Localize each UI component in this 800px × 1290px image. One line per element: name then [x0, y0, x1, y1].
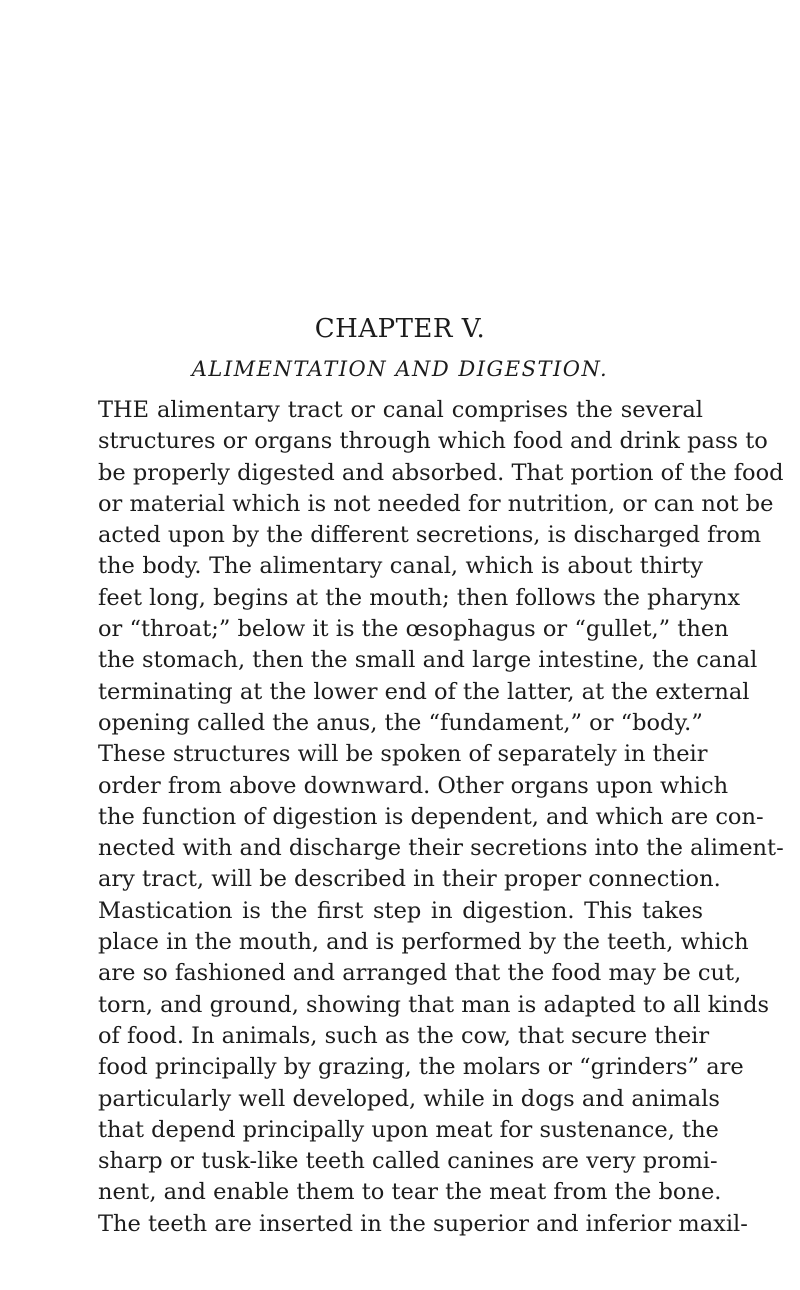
paragraph-line: acted upon by the different secretions, is discharged from [98, 522, 762, 549]
paragraph-line: feet long, begins at the mouth; then follows the pharynx [98, 584, 741, 611]
paragraph-line: torn, and ground, showing that man is adapted to all kinds [98, 991, 770, 1018]
paragraph-line: The teeth are inserted in the superior and inferior maxil- [98, 1210, 748, 1237]
paragraph-line: the stomach, then the small and large intestine, the canal [98, 647, 758, 674]
paragraph-line: terminating at the lower end of the latter, at the external [98, 678, 750, 705]
paragraph-line: opening called the anus, the “fundament,” or “body.” [98, 709, 703, 736]
paragraph-line: ary tract, will be described in their proper connection. [98, 866, 721, 893]
paragraph-line: nected with and discharge their secretions into the aliment- [98, 835, 784, 862]
paragraph-line: that depend principally upon meat for sustenance, the [98, 1116, 719, 1143]
paragraph-line: are so fashioned and arranged that the food may be cut, [98, 960, 742, 987]
paragraph-line: THE alimentary tract or canal comprises the several [98, 397, 703, 423]
body-text [98, 395, 784, 1240]
paragraph-line: structures or organs through which food and drink pass to [98, 428, 768, 455]
paragraph-line: or “throat;” below it is the œsophagus or “gullet,” then [98, 616, 729, 643]
paragraph-line: place in the mouth, and is performed by the teeth, which [98, 929, 749, 956]
paragraph-line: order from above downward. Other organs upon which [98, 772, 729, 799]
paragraph-line: Mastication is the first step in digestion. This takes [98, 897, 703, 924]
paragraph-line: the body. The alimentary canal, which is about thirty [98, 553, 703, 580]
paragraph-line: sharp or tusk-like teeth called canines are very promi- [98, 1148, 718, 1175]
paragraph-line: food principally by grazing, the molars or “grinders” are [98, 1054, 744, 1081]
paragraph-line: be properly digested and absorbed. That portion of the food [98, 459, 784, 486]
paragraph-line: nent, and enable them to tear the meat from the bone. [98, 1179, 722, 1206]
paragraph-line: the function of digestion is dependent, and which are con- [98, 803, 764, 830]
paragraph-line: of food. In animals, such as the cow, that secure their [98, 1022, 710, 1049]
chapter-subtitle: ALIMENTATION AND DIGESTION. [191, 357, 609, 381]
paragraph-line: These structures will be spoken of separately in their [98, 741, 708, 768]
paragraph-line: particularly well developed, while in dogs and animals [98, 1085, 720, 1112]
paragraph-line: or material which is not needed for nutrition, or can not be [98, 490, 774, 517]
chapter-heading: CHAPTER V. [314, 314, 486, 344]
